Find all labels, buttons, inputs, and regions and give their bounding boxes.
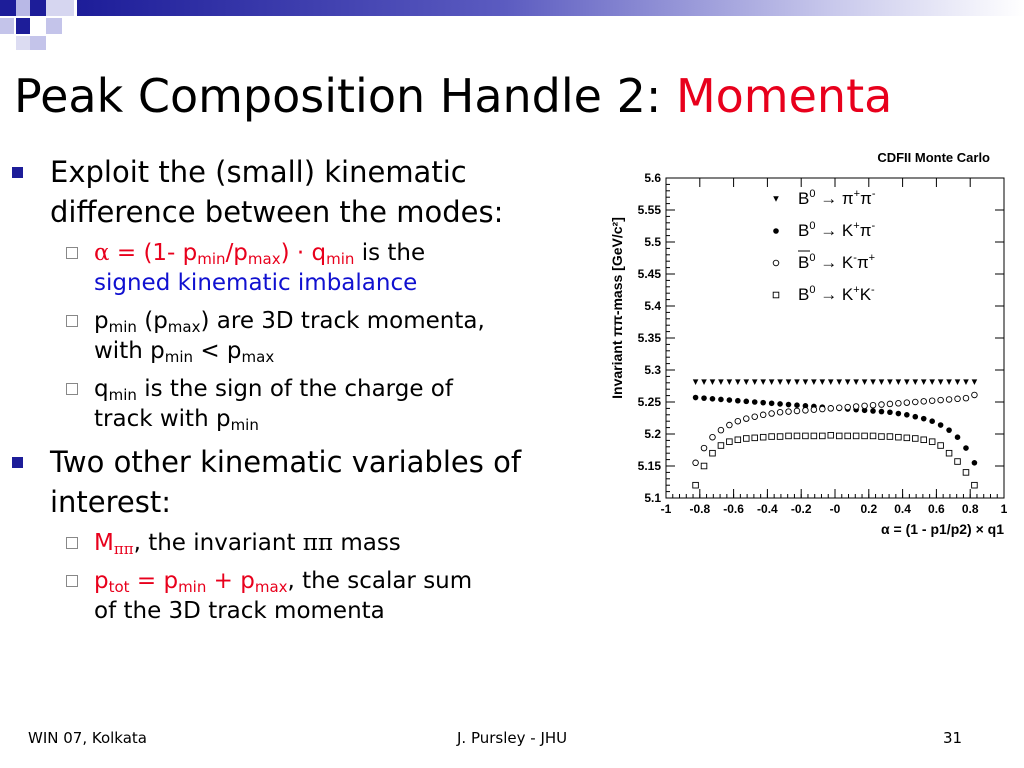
data-point-series-1 bbox=[693, 379, 699, 385]
data-point-series-2 bbox=[972, 460, 978, 466]
data-point-series-4 bbox=[701, 463, 707, 469]
data-point-series-1 bbox=[701, 379, 707, 385]
data-point-series-1 bbox=[760, 379, 766, 385]
data-point-series-3 bbox=[760, 412, 766, 418]
sub-bullet-ptot: $p_{tot} = p_{min} + p_{max}$, the scalar sum of the 3D track momenta bbox=[10, 566, 590, 626]
data-point-series-1 bbox=[870, 379, 876, 385]
data-point-series-4 bbox=[845, 433, 851, 439]
data-point-series-4 bbox=[896, 434, 902, 440]
square-bullet-icon bbox=[12, 457, 23, 468]
data-point-series-1 bbox=[836, 379, 842, 385]
data-point-series-4 bbox=[752, 435, 758, 441]
y-tick-label: 5.15 bbox=[637, 459, 661, 473]
data-point-series-2 bbox=[718, 397, 724, 403]
data-point-series-4 bbox=[769, 434, 775, 440]
data-point-series-1 bbox=[904, 379, 910, 385]
hollow-square-bullet-icon bbox=[66, 247, 78, 259]
data-point-series-1 bbox=[845, 379, 851, 385]
y-tick-label: 5.4 bbox=[644, 299, 661, 313]
data-point-series-1 bbox=[853, 379, 859, 385]
data-point-series-4 bbox=[735, 437, 741, 443]
data-point-series-4 bbox=[879, 434, 885, 440]
data-point-series-2 bbox=[938, 422, 944, 428]
data-point-series-4 bbox=[912, 436, 918, 442]
y-tick-label: 5.45 bbox=[637, 267, 661, 281]
data-point-series-3 bbox=[836, 405, 842, 411]
data-point-series-4 bbox=[820, 433, 826, 439]
data-point-series-4 bbox=[862, 433, 868, 439]
corner-square-light-5 bbox=[16, 36, 30, 50]
data-point-series-1 bbox=[718, 379, 724, 385]
data-point-series-3 bbox=[735, 418, 741, 424]
corner-square-navy-3 bbox=[16, 18, 30, 34]
bullet-text: Two other kinematic variables of interest: bbox=[50, 445, 522, 519]
x-tick-label: -0.2 bbox=[790, 502, 812, 516]
title-accent: Momenta bbox=[675, 69, 893, 123]
data-point-series-2 bbox=[735, 398, 741, 404]
data-point-series-2 bbox=[710, 396, 716, 402]
data-point-series-1 bbox=[929, 379, 935, 385]
data-point-series-1 bbox=[887, 379, 893, 385]
data-point-series-1 bbox=[896, 379, 902, 385]
data-point-series-1 bbox=[912, 379, 918, 385]
data-point-series-3 bbox=[862, 403, 868, 409]
data-point-series-1 bbox=[828, 379, 834, 385]
y-tick-label: 5.2 bbox=[644, 427, 661, 441]
hollow-square-bullet-icon bbox=[66, 315, 78, 327]
data-point-series-4 bbox=[743, 436, 749, 442]
signed-imbalance-text: signed kinematic imbalance bbox=[94, 270, 418, 296]
data-point-series-4 bbox=[853, 433, 859, 439]
data-point-series-1 bbox=[972, 379, 978, 385]
data-point-series-2 bbox=[752, 399, 758, 405]
data-point-series-2 bbox=[769, 400, 775, 406]
x-tick-label: -0.8 bbox=[689, 502, 711, 516]
bullet-two-other bbox=[10, 442, 590, 522]
chart-title: CDFII Monte Carlo bbox=[877, 150, 990, 165]
corner-square-navy-2 bbox=[30, 0, 46, 16]
data-point-series-1 bbox=[820, 379, 826, 385]
y-tick-label: 5.55 bbox=[637, 203, 661, 217]
data-point-series-4 bbox=[938, 443, 944, 449]
title-main: Peak Composition Handle 2: bbox=[14, 69, 676, 123]
data-point-series-3 bbox=[870, 402, 876, 408]
data-point-series-4 bbox=[972, 482, 978, 488]
x-tick-label: 0.2 bbox=[860, 502, 878, 516]
x-tick-label: -0.6 bbox=[723, 502, 744, 516]
data-point-series-2 bbox=[955, 434, 961, 440]
data-point-series-4 bbox=[887, 434, 893, 440]
bullet-text: Exploit the (small) kinematic difference between the modes: bbox=[50, 155, 504, 229]
data-point-series-2 bbox=[904, 412, 910, 418]
legend-entry: $B^0 \to K^+K^-$ bbox=[798, 284, 875, 304]
data-point-series-3 bbox=[972, 392, 978, 398]
corner-square-light-1 bbox=[16, 0, 30, 16]
sub-bullet-qmin: $q_{min}$ is the sign of the charge of track with $p_{min}$ bbox=[10, 374, 590, 434]
footer-center: J. Pursley - JHU bbox=[457, 729, 568, 747]
data-point-series-2 bbox=[727, 397, 733, 403]
data-point-series-3 bbox=[845, 404, 851, 410]
data-point-series-3 bbox=[921, 399, 927, 405]
data-point-series-1 bbox=[777, 379, 783, 385]
data-point-series-4 bbox=[963, 470, 969, 476]
data-point-series-4 bbox=[777, 434, 783, 440]
data-point-series-2 bbox=[879, 409, 885, 415]
data-point-series-3 bbox=[946, 397, 952, 403]
data-point-series-1 bbox=[946, 379, 952, 385]
data-point-series-1 bbox=[803, 379, 809, 385]
data-point-series-2 bbox=[912, 414, 918, 420]
x-tick-label: 0.8 bbox=[961, 502, 979, 516]
data-point-series-2 bbox=[946, 427, 952, 433]
data-point-series-3 bbox=[887, 401, 893, 407]
legend-marker bbox=[773, 228, 779, 234]
data-point-series-3 bbox=[938, 397, 944, 403]
y-tick-label: 5.35 bbox=[637, 331, 661, 345]
square-bullet-icon bbox=[12, 167, 23, 178]
alpha-symbol: α bbox=[94, 240, 110, 266]
x-tick-label: -1 bbox=[660, 502, 672, 516]
legend-entry: $B^0 \to \pi^+\pi^-$ bbox=[798, 188, 876, 208]
hollow-square-bullet-icon bbox=[66, 383, 78, 395]
bullet-list bbox=[10, 152, 590, 634]
data-point-series-2 bbox=[786, 402, 792, 408]
data-point-series-1 bbox=[963, 379, 969, 385]
data-point-series-1 bbox=[879, 379, 885, 385]
data-point-series-1 bbox=[786, 379, 792, 385]
data-point-series-3 bbox=[752, 414, 758, 420]
data-point-series-3 bbox=[718, 427, 724, 433]
data-point-series-3 bbox=[769, 411, 775, 417]
data-point-series-1 bbox=[921, 379, 927, 385]
data-point-series-2 bbox=[921, 416, 927, 422]
legend-entry: $B^0 \to K^+\pi^-$ bbox=[798, 220, 876, 240]
page-number: 31 bbox=[943, 729, 963, 747]
mass-vs-alpha-plot bbox=[600, 144, 1020, 554]
data-point-series-4 bbox=[929, 439, 935, 445]
data-point-series-2 bbox=[701, 395, 707, 401]
corner-square-light-6 bbox=[30, 36, 46, 50]
data-point-series-1 bbox=[938, 379, 944, 385]
data-point-series-4 bbox=[904, 435, 910, 441]
x-tick-label: -0 bbox=[829, 502, 841, 516]
sub-bullet-mpipi: $M_{\pi\pi}$, the invariant ππ mass bbox=[10, 528, 590, 558]
data-point-series-1 bbox=[752, 379, 758, 385]
x-axis-label: α = (1 - p1/p2) × q1 bbox=[881, 521, 1004, 537]
y-axis-label: Invariant ππ-mass [GeV/c²] bbox=[609, 217, 625, 399]
y-tick-label: 5.25 bbox=[637, 395, 661, 409]
header-gradient-bar bbox=[77, 0, 1024, 16]
data-point-series-1 bbox=[710, 379, 716, 385]
data-point-series-1 bbox=[735, 379, 741, 385]
data-point-series-4 bbox=[693, 482, 699, 488]
data-point-series-2 bbox=[794, 402, 800, 408]
data-point-series-4 bbox=[803, 433, 809, 439]
x-tick-label: -0.4 bbox=[757, 502, 778, 516]
sub-bullet-alpha: α = (1- $p_{min}/p_{max}) \cdot q_{min}$ is the signed kinematic imbalance bbox=[10, 238, 590, 298]
data-point-series-3 bbox=[896, 400, 902, 406]
data-point-series-2 bbox=[693, 395, 699, 401]
slide-title bbox=[14, 68, 892, 124]
data-point-series-3 bbox=[727, 422, 733, 428]
data-point-series-2 bbox=[777, 401, 783, 407]
data-point-series-4 bbox=[870, 433, 876, 439]
data-point-series-3 bbox=[794, 408, 800, 414]
legend-entry: $B^0 \to K^-\pi^+$ bbox=[798, 252, 876, 272]
data-point-series-4 bbox=[836, 433, 842, 439]
y-tick-label: 5.3 bbox=[644, 363, 661, 377]
data-point-series-2 bbox=[929, 418, 935, 424]
data-point-series-3 bbox=[693, 460, 699, 466]
data-point-series-1 bbox=[794, 379, 800, 385]
data-point-series-3 bbox=[853, 404, 859, 410]
x-tick-label: 0.4 bbox=[894, 502, 911, 516]
y-tick-label: 5.1 bbox=[644, 491, 661, 505]
data-point-series-2 bbox=[896, 411, 902, 417]
data-point-series-2 bbox=[760, 400, 766, 406]
data-point-series-3 bbox=[803, 408, 809, 414]
data-point-series-2 bbox=[887, 409, 893, 415]
data-point-series-4 bbox=[710, 450, 716, 456]
data-point-series-1 bbox=[862, 379, 868, 385]
data-point-series-3 bbox=[710, 434, 716, 440]
hollow-square-bullet-icon bbox=[66, 575, 78, 587]
data-point-series-4 bbox=[727, 439, 733, 445]
data-point-series-3 bbox=[929, 398, 935, 404]
data-point-series-3 bbox=[904, 400, 910, 406]
data-point-series-2 bbox=[870, 408, 876, 414]
corner-square-light-2 bbox=[46, 0, 74, 16]
data-point-series-3 bbox=[879, 402, 885, 408]
data-point-series-4 bbox=[921, 437, 927, 443]
data-point-series-4 bbox=[786, 433, 792, 439]
data-point-series-4 bbox=[794, 433, 800, 439]
x-tick-label: 1 bbox=[1000, 502, 1008, 516]
data-point-series-1 bbox=[743, 379, 749, 385]
data-point-series-4 bbox=[760, 434, 766, 440]
data-point-series-3 bbox=[912, 399, 918, 405]
data-point-series-3 bbox=[820, 406, 826, 412]
data-point-series-4 bbox=[718, 443, 724, 449]
data-point-series-1 bbox=[727, 379, 733, 385]
corner-square-light-4 bbox=[46, 18, 62, 34]
data-point-series-4 bbox=[811, 433, 817, 439]
data-point-series-2 bbox=[743, 399, 749, 405]
corner-square-navy-1 bbox=[0, 0, 16, 16]
data-point-series-3 bbox=[777, 409, 783, 415]
data-point-series-1 bbox=[955, 379, 961, 385]
bullet-exploit bbox=[10, 152, 590, 232]
legend-marker bbox=[773, 260, 779, 266]
data-point-series-3 bbox=[811, 407, 817, 413]
data-point-series-3 bbox=[701, 445, 707, 451]
legend-marker bbox=[773, 196, 779, 202]
data-point-series-3 bbox=[963, 395, 969, 401]
data-point-series-3 bbox=[786, 409, 792, 415]
data-point-series-1 bbox=[811, 379, 817, 385]
y-tick-label: 5.5 bbox=[644, 235, 661, 249]
data-point-series-1 bbox=[769, 379, 775, 385]
legend-marker bbox=[773, 292, 779, 298]
data-point-series-4 bbox=[828, 432, 834, 438]
corner-square-light-3 bbox=[0, 18, 14, 34]
data-point-series-3 bbox=[743, 416, 749, 422]
data-point-series-3 bbox=[955, 396, 961, 402]
data-point-series-3 bbox=[828, 406, 834, 412]
footer-left: WIN 07, Kolkata bbox=[28, 729, 147, 747]
data-point-series-2 bbox=[963, 445, 969, 451]
hollow-square-bullet-icon bbox=[66, 537, 78, 549]
y-tick-label: 5.6 bbox=[644, 171, 661, 185]
sub-bullet-pmin: $p_{min}$ $(p_{max})$ are 3D track momenta, with $p_{min} < p_{max}$ bbox=[10, 306, 590, 366]
data-point-series-4 bbox=[955, 459, 961, 465]
x-tick-label: 0.6 bbox=[928, 502, 945, 516]
data-point-series-4 bbox=[946, 450, 952, 456]
